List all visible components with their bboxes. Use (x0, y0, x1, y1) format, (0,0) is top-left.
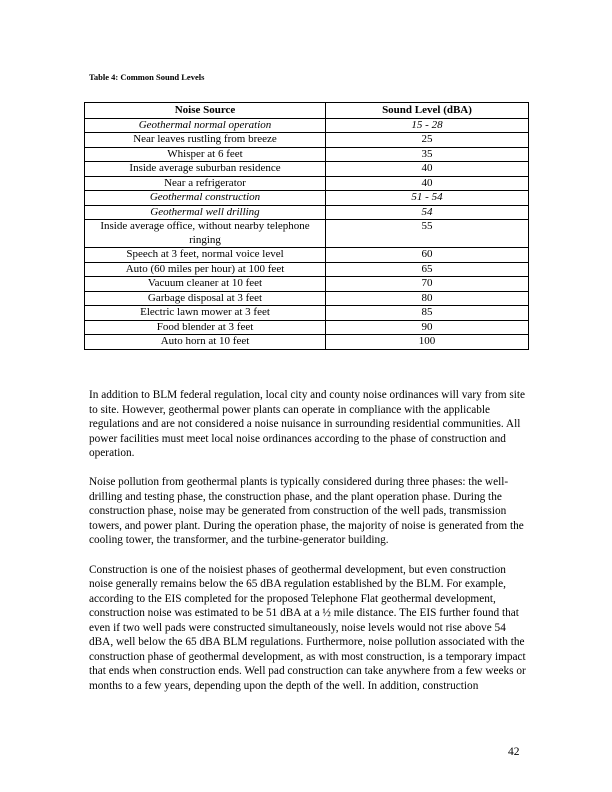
table-caption: Table 4: Common Sound Levels (89, 72, 205, 82)
noise-source-cell: Whisper at 6 feet (85, 147, 326, 162)
sound-level-cell: 55 (326, 220, 529, 248)
sound-level-cell: 40 (326, 162, 529, 177)
table-row (85, 205, 529, 220)
noise-source-cell: Inside average office, without nearby telephone ringing (85, 220, 326, 248)
noise-source-cell: Auto (60 miles per hour) at 100 feet (85, 262, 326, 277)
noise-source-cell: Food blender at 3 feet (85, 320, 326, 335)
table-row (85, 306, 529, 321)
sound-level-cell: 90 (326, 320, 529, 335)
sound-levels-table (84, 102, 529, 350)
header-noise-source: Noise Source (85, 103, 326, 119)
sound-level-cell: 85 (326, 306, 529, 321)
sound-level-cell: 51 - 54 (326, 191, 529, 206)
table-row (85, 176, 529, 191)
noise-source-cell: Geothermal normal operation (85, 118, 326, 133)
noise-source-cell: Inside average suburban residence (85, 162, 326, 177)
table-row (85, 191, 529, 206)
noise-source-cell: Vacuum cleaner at 10 feet (85, 277, 326, 292)
table-row (85, 220, 529, 248)
table-row (85, 291, 529, 306)
sound-level-cell: 15 - 28 (326, 118, 529, 133)
noise-source-cell: Geothermal well drilling (85, 205, 326, 220)
sound-level-cell: 100 (326, 335, 529, 350)
sound-level-cell: 35 (326, 147, 529, 162)
noise-source-cell: Speech at 3 feet, normal voice level (85, 248, 326, 263)
table-row (85, 320, 529, 335)
header-sound-level: Sound Level (dBA) (326, 103, 529, 119)
noise-source-cell: Auto horn at 10 feet (85, 335, 326, 350)
sound-level-cell: 60 (326, 248, 529, 263)
table-body (85, 118, 529, 349)
table-row (85, 335, 529, 350)
sound-level-cell: 54 (326, 205, 529, 220)
table-row (85, 133, 529, 148)
paragraph: In addition to BLM federal regulation, local city and county noise ordinances will vary from site to site. However, geothermal power plants can operate in compliance with the applicable regulations and are not considered a noise nuisance in surrounding residential communities. All power facilities must meet local noise ordinances according to the phase of construction and operation. (89, 389, 526, 460)
noise-source-cell: Near leaves rustling from breeze (85, 133, 326, 148)
sound-level-cell: 70 (326, 277, 529, 292)
noise-source-cell: Geothermal construction (85, 191, 326, 206)
page-number: 42 (508, 746, 520, 758)
sound-level-cell: 25 (326, 133, 529, 148)
table-row (85, 147, 529, 162)
table-row (85, 118, 529, 133)
table-header-row (85, 103, 529, 119)
sound-level-cell: 40 (326, 176, 529, 191)
noise-source-cell: Near a refrigerator (85, 176, 326, 191)
noise-source-cell: Garbage disposal at 3 feet (85, 291, 326, 306)
table-row (85, 248, 529, 263)
table-row (85, 162, 529, 177)
sound-level-cell: 80 (326, 291, 529, 306)
paragraph: Construction is one of the noisiest phases of geothermal development, but even construction noise generally remains below the 65 dBA regulation established by the BLM. For example, according to the EIS completed for the proposed Telephone Flat geothermal development, construction noise was estimated to be 51 dBA at a ½ mile distance. The EIS further found that even if two well pads were constructed simultaneously, noise levels would not rise above 54 dBA, well below the 65 dBA BLM regulations. Furthermore, noise pollution associated with the construction phase of geothermal development, as with most construction, is a temporary impact that ends when construction ends. Well pad construction can take anywhere from a few weeks or months to a few years, depending upon the depth of the well. In addition, construction (89, 563, 526, 692)
noise-source-cell: Electric lawn mower at 3 feet (85, 306, 326, 321)
sound-level-cell: 65 (326, 262, 529, 277)
table-row (85, 277, 529, 292)
table-row (85, 262, 529, 277)
paragraph: Noise pollution from geothermal plants is typically considered during three phases: the well-drilling and testing phase, the construction phase, and the plant operation phase. During the construction phase, noise may be generated from construction of the well pads, transmission towers, and power plant. During the operation phase, the majority of noise is generated from the cooling tower, the transformer, and the turbine-generator building. (89, 476, 524, 547)
body-text (89, 388, 527, 708)
